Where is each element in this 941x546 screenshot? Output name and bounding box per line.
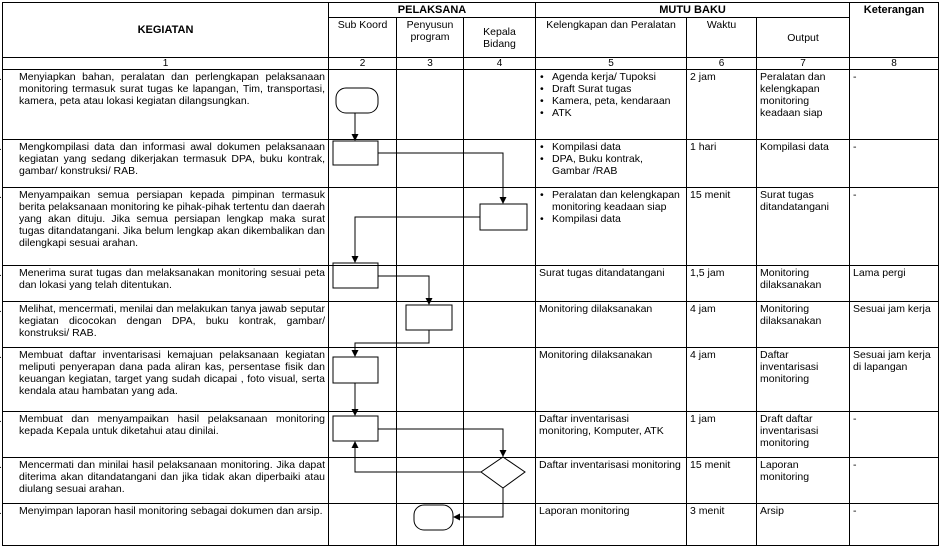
table-row: [3, 140, 939, 188]
header-keterangan: Keterangan: [850, 3, 939, 58]
activity-text: Mencermati dan minilai hasil pelaksanaan monitoring. Jika dapat diterima akan ditandatangani dan jika tidak akan diperbaiki atau diulang sesuai arahan.: [19, 459, 325, 495]
activity-cell: [3, 412, 329, 458]
output-cell: Laporan monitoring: [757, 458, 850, 504]
output-cell: Monitoring dilaksanakan: [757, 302, 850, 348]
table-row: [3, 188, 939, 266]
step-number: [6, 505, 19, 517]
time-cell: 3 menit: [687, 504, 757, 546]
activity-text: Melihat, mencermati, menilai dan melakukan tanya jawab seputar kegiatan dicocokan dengan DPA, buku kontrak, gambar/ konstruksi/ RAB.: [19, 303, 325, 339]
step-number: [6, 303, 19, 315]
header-kegiatan: KEGIATAN: [3, 3, 329, 58]
list-item: • Peralatan dan kelengkapan monitoring keadaan siap: [550, 189, 683, 213]
step-number: [6, 267, 19, 279]
time-cell: 4 jam: [687, 348, 757, 412]
list-item: • Kamera, peta, kendaraan: [550, 95, 683, 107]
step-number: [6, 71, 19, 83]
step-number: [6, 459, 19, 471]
output-cell: Monitoring dilaksanakan: [757, 266, 850, 302]
note-cell: -: [850, 458, 939, 504]
note-cell: Sesuai jam kerja di lapangan: [850, 348, 939, 412]
col-number: 5: [536, 58, 687, 70]
time-cell: 1 hari: [687, 140, 757, 188]
output-cell: Draft daftar inventarisasi monitoring: [757, 412, 850, 458]
col-number: 8: [850, 58, 939, 70]
activity-text: Menyiapkan bahan, peralatan dan perlengkapan pelaksanaan monitoring termasuk surat tugas ke lapangan, Tim, transportasi, kamera, peta atau lokasi kegiatan dilangsungkan.: [19, 71, 325, 107]
table-row: [3, 302, 939, 348]
header-penyusun-program: Penyusun program: [397, 18, 464, 58]
time-cell: 1,5 jam: [687, 266, 757, 302]
step-number: [6, 413, 19, 425]
col-number: 4: [464, 58, 536, 70]
col-number: 1: [3, 58, 329, 70]
activity-cell: [3, 70, 329, 140]
list-item: • Draft Surat tugas: [550, 83, 683, 95]
header-pelaksana: PELAKSANA: [329, 3, 536, 18]
equipment-cell: Daftar inventarisasi monitoring: [536, 458, 687, 504]
activity-text: Membuat dan menyampaikan hasil pelaksanaan monitoring kepada Kepala untuk diketahui atau dinilai.: [19, 413, 325, 437]
equipment-cell: [536, 70, 687, 140]
table-row: [3, 504, 939, 546]
activity-cell: [3, 348, 329, 412]
header-output: Output: [757, 18, 850, 58]
column-number-row: [3, 58, 939, 70]
col-number: 2: [329, 58, 397, 70]
note-cell: -: [850, 188, 939, 266]
table-row: [3, 266, 939, 302]
time-cell: 4 jam: [687, 302, 757, 348]
header-sub-koord: Sub Koord: [329, 18, 397, 58]
output-cell: Peralatan dan kelengkapan monitoring keadaan siap: [757, 70, 850, 140]
header-mutu-baku: MUTU BAKU: [536, 3, 850, 18]
col-number: 3: [397, 58, 464, 70]
equipment-cell: [536, 188, 687, 266]
equipment-cell: Surat tugas ditandatangani: [536, 266, 687, 302]
output-cell: Daftar inventarisasi monitoring: [757, 348, 850, 412]
equipment-cell: Daftar inventarisasi monitoring, Komputer, ATK: [536, 412, 687, 458]
list-item: • DPA, Buku kontrak, Gambar /RAB: [550, 153, 683, 177]
activity-cell: [3, 188, 329, 266]
table-row: [3, 458, 939, 504]
output-cell: Arsip: [757, 504, 850, 546]
col-number: 6: [687, 58, 757, 70]
equipment-cell: Laporan monitoring: [536, 504, 687, 546]
time-cell: 2 jam: [687, 70, 757, 140]
list-item: • Kompilasi data: [550, 141, 683, 153]
activity-cell: [3, 504, 329, 546]
activity-text: Menyimpan laporan hasil monitoring sebagai dokumen dan arsip.: [19, 505, 323, 517]
header-kelengkapan: Kelengkapan dan Peralatan: [536, 18, 687, 58]
activity-cell: [3, 302, 329, 348]
note-cell: -: [850, 504, 939, 546]
activity-cell: [3, 458, 329, 504]
activity-text: Mengkompilasi data dan informasi awal dokumen pelaksanaan kegiatan yang sedang dikerjakan termasuk DPA, buku kontrak, gambar/ konstruksi/ RAB.: [19, 141, 325, 177]
note-cell: -: [850, 70, 939, 140]
note-cell: -: [850, 412, 939, 458]
step-number: [6, 141, 19, 153]
output-cell: Surat tugas ditandatangani: [757, 188, 850, 266]
activity-cell: [3, 140, 329, 188]
header-waktu: Waktu: [687, 18, 757, 58]
note-cell: Lama pergi: [850, 266, 939, 302]
equipment-cell: [536, 140, 687, 188]
sop-table: [2, 2, 939, 546]
table-row: [3, 70, 939, 140]
step-number: [6, 349, 19, 361]
activity-cell: [3, 266, 329, 302]
note-cell: -: [850, 140, 939, 188]
time-cell: 1 jam: [687, 412, 757, 458]
col-number: 7: [757, 58, 850, 70]
output-cell: Kompilasi data: [757, 140, 850, 188]
step-number: [6, 189, 19, 201]
equipment-cell: Monitoring dilaksanakan: [536, 302, 687, 348]
table-row: [3, 348, 939, 412]
equipment-cell: Monitoring dilaksanakan: [536, 348, 687, 412]
table-row: [3, 412, 939, 458]
activity-text: Menyampaikan semua persiapan kepada pimpinan termasuk berita pelaksanaan monitoring ke pihak-pihak tertentu dan daerah yang akan dituju. Jika semua persiapan lengkap maka surat tugas ditandatangani. Jika belum lengkap akan dikembalikan dan dilengkapi sesuai arahan.: [19, 189, 325, 249]
list-item: • ATK: [550, 107, 683, 119]
header-kepala-bidang: Kepala Bidang: [464, 18, 536, 58]
list-item: • Agenda kerja/ Tupoksi: [550, 71, 683, 83]
list-item: • Kompilasi data: [550, 213, 683, 225]
note-cell: Sesuai jam kerja: [850, 302, 939, 348]
time-cell: 15 menit: [687, 188, 757, 266]
activity-text: Membuat daftar inventarisasi kemajuan pelaksanaan kegiatan meliputi penyerapan dana pada aliran kas, persentase fisik dan keuangan kegiatan, target yang sudah dicapai , foto visual, serta kendala atau hambatan yang ada.: [19, 349, 325, 397]
time-cell: 15 menit: [687, 458, 757, 504]
activity-text: Menerima surat tugas dan melaksanakan monitoring sesuai peta dan lokasi yang telah ditentukan.: [19, 267, 325, 291]
